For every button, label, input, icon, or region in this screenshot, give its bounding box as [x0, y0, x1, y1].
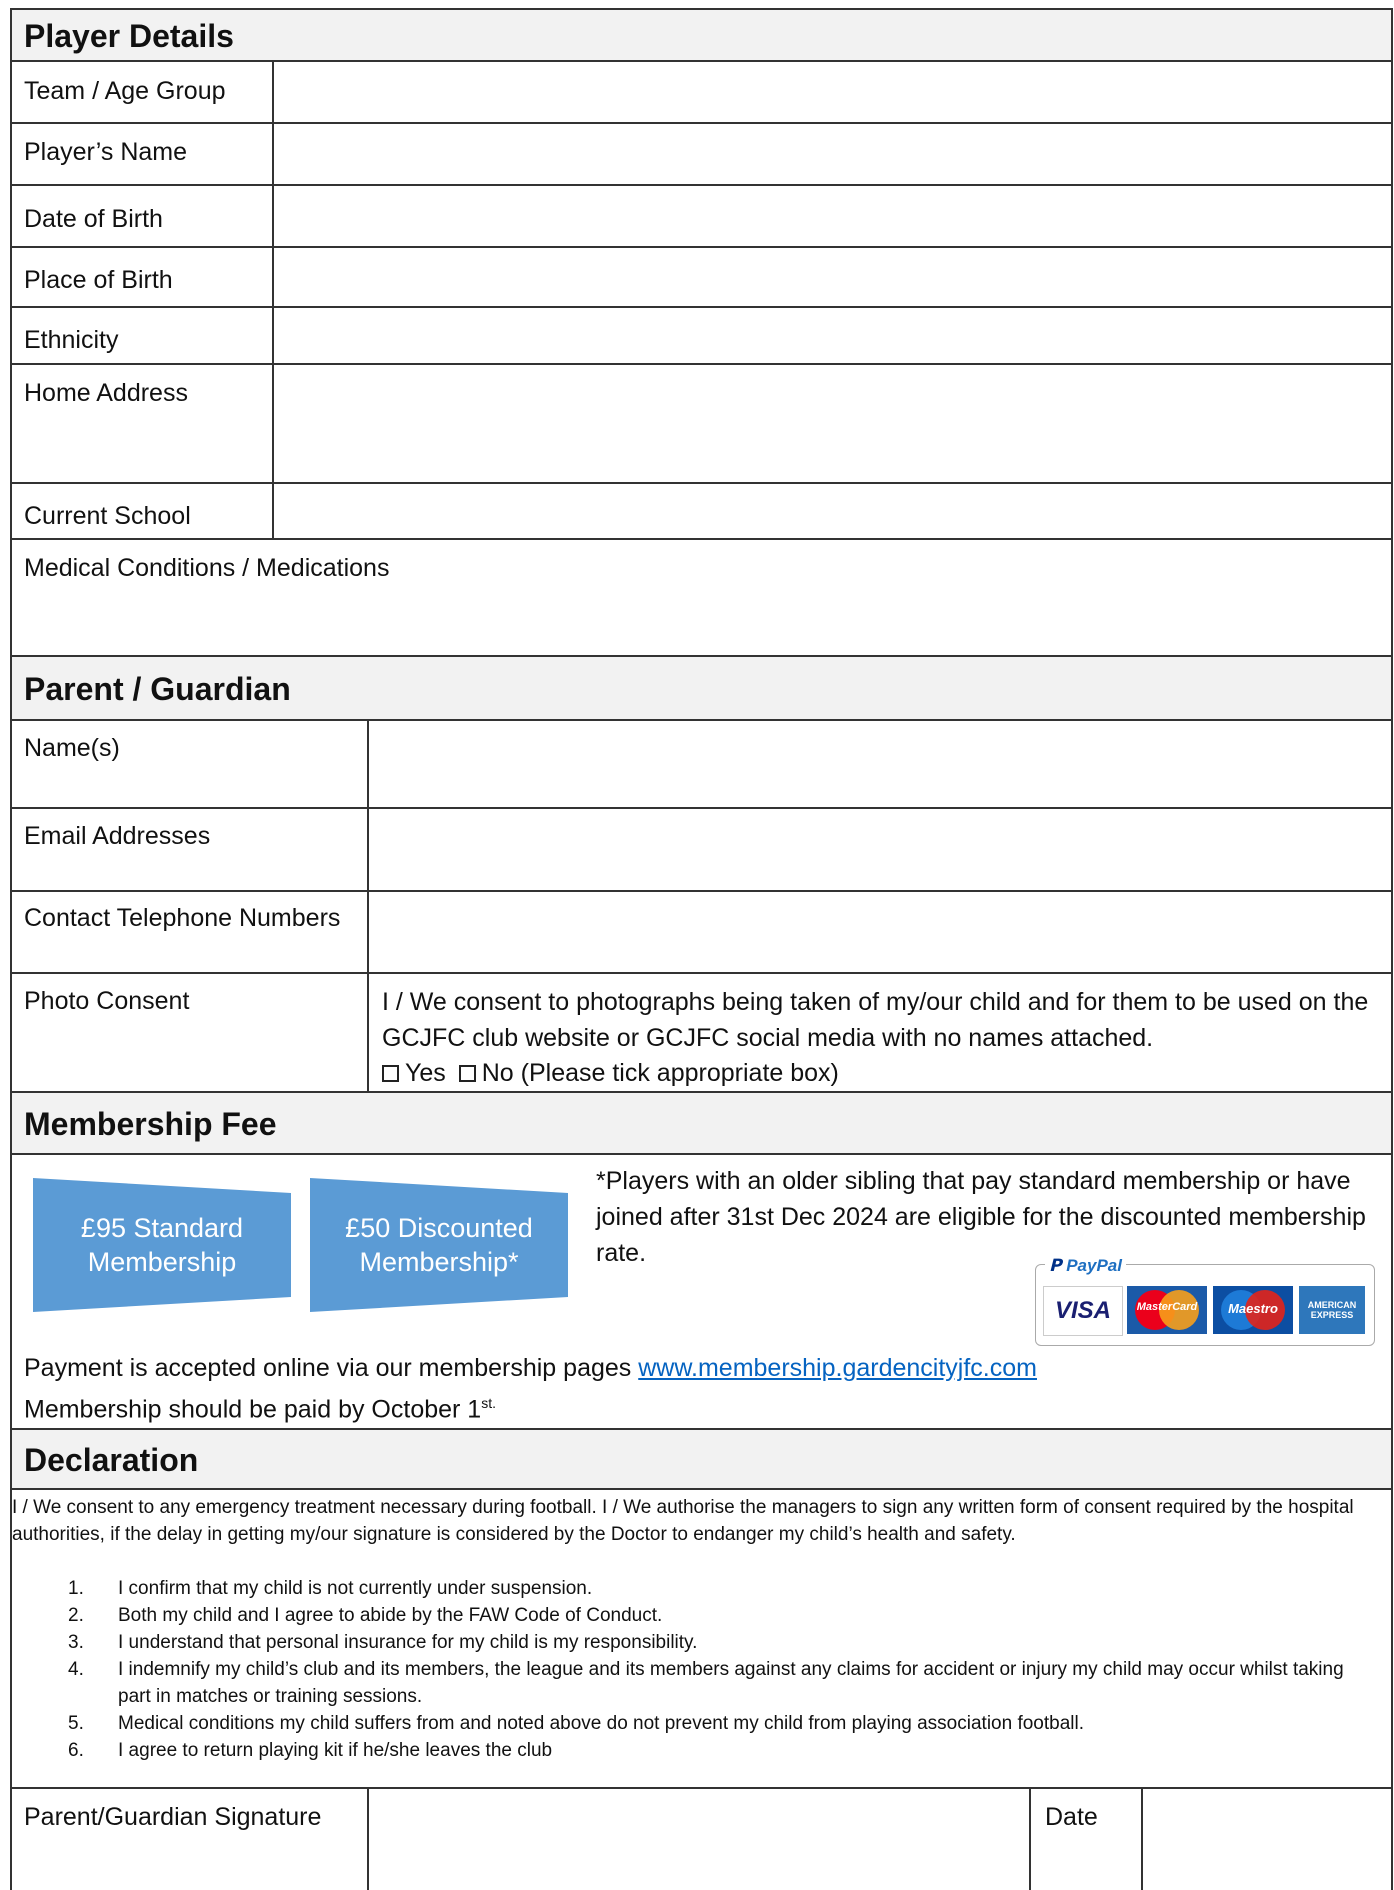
photo-consent-text: I / We consent to photographs being taken of my/our child and for them to be used on the GCJFC club website or GCJFC social media with no names attached.: [382, 988, 1369, 1052]
section-heading-membership-fee: Membership Fee: [12, 1093, 1391, 1153]
label-date-of-birth: Date of Birth: [24, 205, 163, 233]
divider: [10, 1153, 1393, 1155]
declaration-list: [24, 1575, 1364, 1764]
input-contact-telephone[interactable]: [369, 892, 1391, 972]
payment-deadline: [24, 1385, 496, 1427]
mastercard-logo: [1127, 1286, 1207, 1334]
list-item: 6. I agree to return playing kit if he/she leaves the club: [68, 1740, 553, 1761]
standard-membership-label: [33, 1211, 291, 1279]
section-heading-player-details: Player Details: [12, 10, 1391, 60]
mastercard-label: MasterCard: [1136, 1301, 1198, 1313]
paypal-label: PayPal: [1066, 1256, 1122, 1275]
divider: [10, 972, 1393, 974]
standard-membership-word: Membership: [87, 1247, 237, 1277]
no-label: No (Please tick appropriate box): [481, 1059, 839, 1087]
payment-info: [24, 1350, 1384, 1386]
list-item: 4. I indemnify my child’s club and its members, the league and its members against any claims for accident or injury my child may occur whilst taking part in matches or training sessions.: [68, 1659, 1344, 1707]
label-ethnicity: Ethnicity: [24, 326, 119, 354]
standard-membership-price: £95 Standard: [80, 1213, 244, 1243]
label-home-address: Home Address: [24, 379, 188, 407]
discounted-membership-label: [310, 1211, 568, 1279]
label-email-addresses: Email Addresses: [24, 822, 211, 850]
label-date: Date: [1045, 1803, 1098, 1831]
input-email-addresses[interactable]: [369, 809, 1391, 890]
divider: [10, 1488, 1393, 1490]
list-item: 3. I understand that personal insurance for my child is my responsibility.: [68, 1632, 698, 1653]
declaration-intro: I / We consent to any emergency treatment necessary during football. I / We authorise the managers to sign any written form of consent required by the hospital authorities, if the delay in getting my/our signature is considered by the Doctor to endanger my child’s health and safety.: [12, 1497, 1354, 1545]
label-contact-telephone: Contact Telephone Numbers: [24, 904, 341, 932]
label-team-age-group: Team / Age Group: [24, 77, 226, 105]
label-place-of-birth: Place of Birth: [24, 266, 173, 294]
maestro-label: Maestro: [1228, 1301, 1278, 1316]
section-heading-parent-guardian: Parent / Guardian: [12, 657, 1391, 719]
list-item: 2. Both my child and I agree to abide by the FAW Code of Conduct.: [68, 1605, 663, 1626]
list-item: 1. I confirm that my child is not currently under suspension.: [68, 1578, 593, 1599]
input-medical-conditions[interactable]: [12, 590, 1391, 655]
input-date-of-birth[interactable]: [274, 186, 1391, 246]
label-player-name: Player’s Name: [24, 138, 188, 166]
input-date[interactable]: [1143, 1789, 1391, 1890]
input-current-school[interactable]: [274, 484, 1391, 538]
membership-link[interactable]: www.membership.gardencityjfc.com: [638, 1354, 1037, 1382]
discounted-membership-word: Membership*: [359, 1247, 519, 1277]
label-photo-consent: Photo Consent: [24, 987, 190, 1015]
deadline-text: Membership should be paid by October 1: [24, 1395, 482, 1424]
label-current-school: Current School: [24, 502, 191, 530]
input-place-of-birth[interactable]: [274, 248, 1391, 306]
divider: [10, 538, 1393, 540]
list-item: 5. Medical conditions my child suffers from and noted above do not prevent my child from playing association football.: [68, 1713, 1084, 1734]
checkbox-no[interactable]: [459, 1065, 476, 1082]
input-parent-signature[interactable]: [369, 1789, 1027, 1890]
label-parent-signature: Parent/Guardian Signature: [24, 1803, 322, 1831]
deadline-superscript: st.: [481, 1395, 496, 1411]
maestro-logo: [1213, 1286, 1293, 1334]
yes-label: Yes: [405, 1059, 446, 1087]
discounted-membership-price: £50 Discounted: [345, 1213, 533, 1243]
paypal-accepted-cards: [1035, 1256, 1375, 1346]
membership-note: *Players with an older sibling that pay standard membership or have joined after 31st Dec 2024 are eligible for the discounted membership rate.: [596, 1167, 1366, 1267]
input-team-age-group[interactable]: [274, 62, 1391, 122]
input-ethnicity[interactable]: [274, 308, 1391, 363]
input-parent-names[interactable]: [369, 721, 1391, 807]
paypal-logo: 𝗣 PayPal: [1045, 1256, 1126, 1276]
visa-logo: VISA: [1043, 1286, 1123, 1336]
section-heading-declaration: Declaration: [12, 1430, 1391, 1488]
label-parent-names: Name(s): [24, 734, 120, 762]
label-medical-conditions: Medical Conditions / Medications: [24, 554, 390, 582]
payment-text: Payment is accepted online via our membership pages: [24, 1354, 632, 1382]
input-home-address[interactable]: [274, 365, 1391, 482]
photo-consent-options: [382, 1055, 839, 1091]
amex-logo: AMERICAN EXPRESS: [1299, 1286, 1365, 1334]
input-player-name[interactable]: [274, 124, 1391, 184]
column-divider: [1029, 1787, 1031, 1890]
checkbox-yes[interactable]: [382, 1065, 399, 1082]
